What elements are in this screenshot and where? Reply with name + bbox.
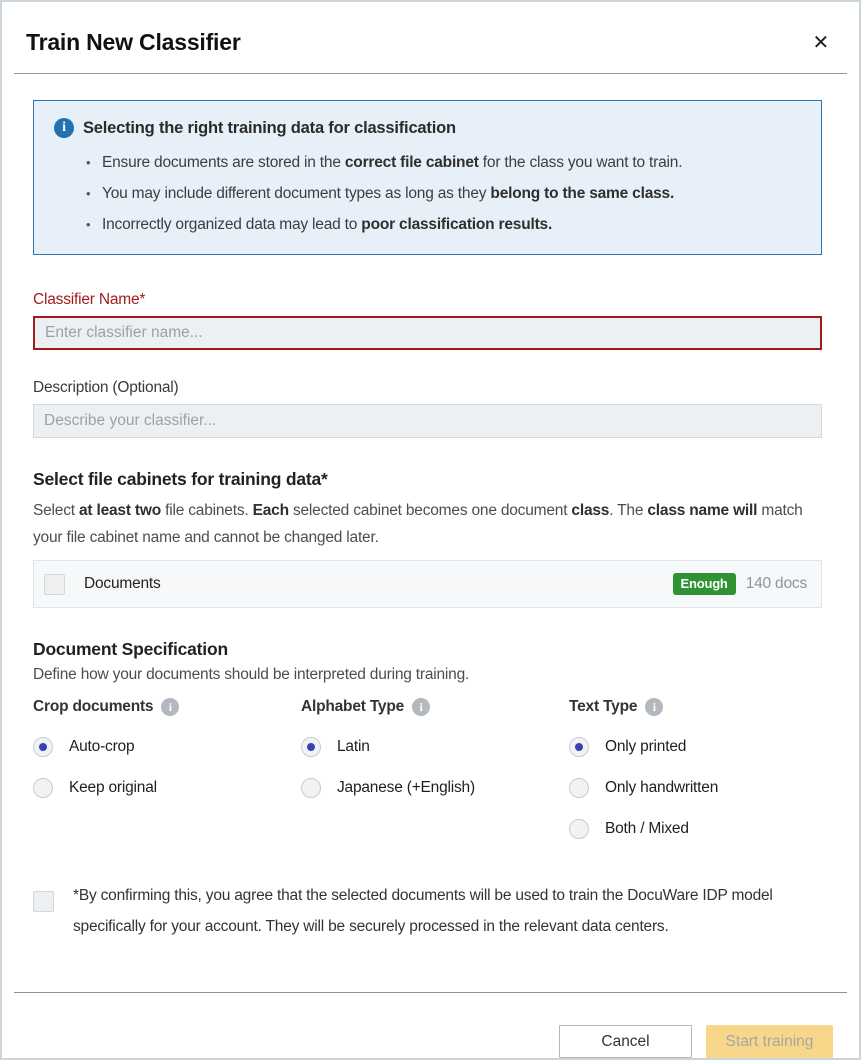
group-label: Crop documents bbox=[33, 698, 154, 715]
cabinets-heading: Select file cabinets for training data* bbox=[33, 469, 328, 489]
spec-subtext: Define how your documents should be interpreted during training. bbox=[33, 666, 470, 683]
radio-option-keep-original[interactable]: Keep original bbox=[33, 778, 301, 798]
group-crop-documents bbox=[33, 698, 301, 839]
radio-icon[interactable] bbox=[301, 778, 321, 798]
cabinet-checkbox[interactable] bbox=[44, 574, 65, 595]
info-icon[interactable]: i bbox=[161, 698, 179, 716]
group-label: Alphabet Type bbox=[301, 698, 405, 715]
spec-groups bbox=[33, 698, 822, 839]
radio-option-only-printed[interactable]: Only printed bbox=[569, 737, 718, 757]
cabinets-description: Select at least two file cabinets. Each selected cabinet becomes one document class. The class name will match your file cabinet name and cannot be changed later. bbox=[33, 502, 803, 546]
info-box bbox=[33, 100, 822, 255]
description-input[interactable] bbox=[33, 404, 822, 438]
cabinet-name: Documents bbox=[84, 575, 161, 592]
group-text-type bbox=[569, 698, 718, 839]
info-bullet: • Incorrectly organized data may lead to poor classification results. bbox=[102, 209, 801, 240]
close-icon[interactable]: ✕ bbox=[812, 31, 829, 54]
radio-option-japanese[interactable]: Japanese (+English) bbox=[301, 778, 569, 798]
radio-option-only-handwritten[interactable]: Only handwritten bbox=[569, 778, 718, 798]
description-label: Description (Optional) bbox=[33, 379, 179, 396]
classifier-name-label: Classifier Name* bbox=[33, 291, 146, 308]
info-box-heading: Selecting the right training data for classification bbox=[83, 118, 456, 137]
classifier-name-input[interactable] bbox=[33, 316, 822, 350]
spec-heading: Document Specification bbox=[33, 639, 228, 659]
dialog-header bbox=[2, 2, 859, 73]
radio-icon[interactable] bbox=[33, 778, 53, 798]
docs-count: 140 docs bbox=[745, 575, 807, 592]
dialog-footer bbox=[2, 993, 859, 1058]
radio-option-auto-crop[interactable]: Auto-crop bbox=[33, 737, 301, 757]
info-icon: i bbox=[54, 118, 74, 138]
group-label: Text Type bbox=[569, 698, 638, 715]
dialog-body bbox=[2, 74, 859, 961]
radio-icon[interactable] bbox=[569, 819, 589, 839]
agreement-text: *By confirming this, you agree that the selected documents will be used to train the DocuWare IDP model specifically for your account. They will be securely processed in the relevant data centers. bbox=[73, 887, 773, 935]
agreement-row bbox=[33, 880, 822, 942]
group-alphabet-type bbox=[301, 698, 569, 839]
status-badge: Enough bbox=[673, 573, 736, 595]
info-icon[interactable]: i bbox=[412, 698, 430, 716]
info-icon[interactable]: i bbox=[645, 698, 663, 716]
page-title: Train New Classifier bbox=[26, 29, 241, 55]
start-training-button[interactable]: Start training bbox=[706, 1025, 833, 1058]
radio-icon[interactable] bbox=[569, 737, 589, 757]
radio-icon[interactable] bbox=[301, 737, 321, 757]
cancel-button[interactable]: Cancel bbox=[559, 1025, 692, 1058]
agreement-checkbox[interactable] bbox=[33, 891, 54, 912]
info-bullet-list bbox=[102, 147, 801, 240]
radio-icon[interactable] bbox=[33, 737, 53, 757]
info-bullet: • Ensure documents are stored in the correct file cabinet for the class you want to train. bbox=[102, 147, 801, 178]
radio-option-both-mixed[interactable]: Both / Mixed bbox=[569, 819, 718, 839]
radio-option-latin[interactable]: Latin bbox=[301, 737, 569, 757]
info-bullet: • You may include different document types as long as they belong to the same class. bbox=[102, 178, 801, 209]
cabinet-row-documents[interactable] bbox=[33, 560, 822, 608]
radio-icon[interactable] bbox=[569, 778, 589, 798]
